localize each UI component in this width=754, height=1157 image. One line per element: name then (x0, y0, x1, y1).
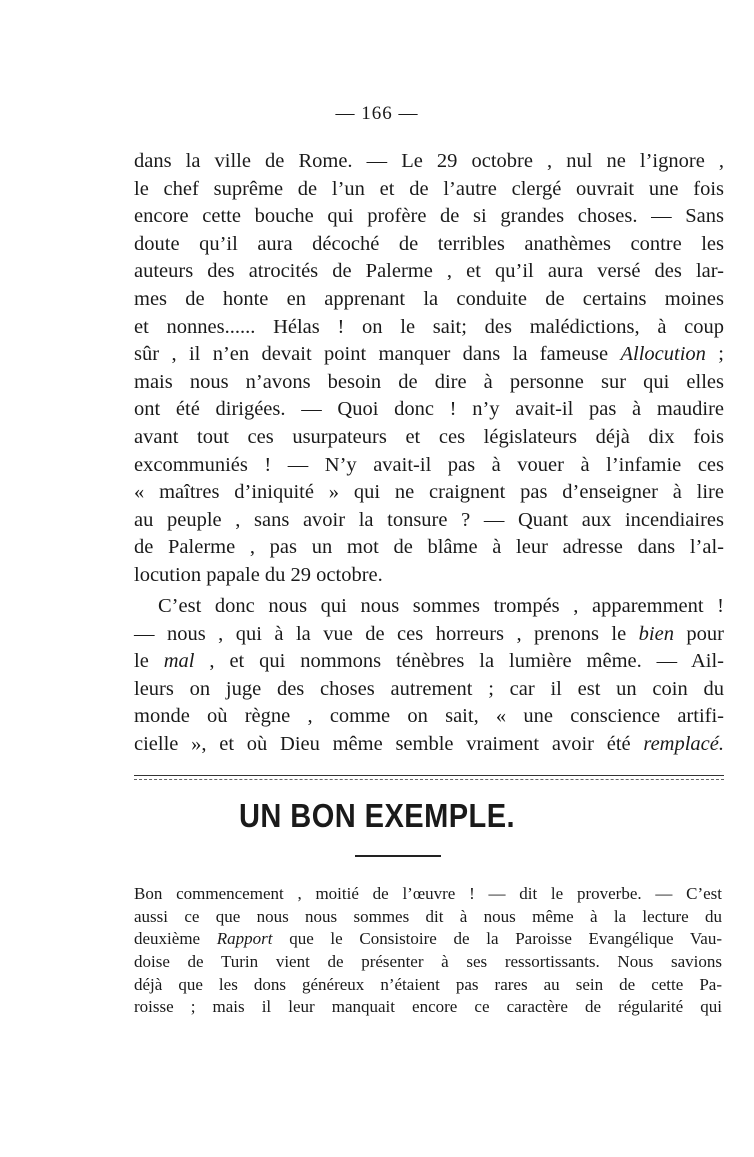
text-line: doise de Turin vient de présenter à ses ressortissants. Nous savions (134, 952, 722, 972)
text-line: aussi ce que nous nous sommes dit à nous même à la lecture du (134, 906, 722, 926)
text-line: encore cette bouche qui profère de si grandes choses. — Sans (134, 205, 724, 228)
second-paragraph (134, 593, 724, 759)
text-fragment: — nous , qui à la vue de ces horreurs , prenons le (134, 622, 639, 645)
text-fragment: ; (705, 343, 724, 366)
mal-italic: mal (163, 650, 195, 673)
text-line: monde où règne , comme on sait, « une conscience artifi- (134, 705, 724, 728)
heading-underline (355, 855, 441, 857)
text-line (134, 928, 722, 951)
section-heading: UN BON EXEMPLE. (238, 797, 516, 834)
page-number: — 166 — (335, 103, 419, 124)
section-divider-dashed (134, 779, 724, 780)
bien-italic: bien (638, 622, 674, 645)
allocution-italic: Allocution (620, 343, 706, 366)
section-divider (134, 775, 724, 776)
text-fragment: cielle », et où Dieu même semble vraiment avoir été (134, 732, 644, 755)
text-line: et nonnes...... Hélas ! on le sait; des malédictions, à coup (134, 315, 724, 338)
text-line: roisse ; mais il leur manquait encore ce caractère de régularité qui (134, 997, 722, 1017)
text-fragment: le (134, 650, 164, 673)
text-line: mais nous n’avons besoin de dire à personne sur qui elles (134, 370, 724, 393)
text-line: de Palerme , pas un mot de blâme à leur adresse dans l’al- (134, 536, 724, 559)
text-line: « maîtres d’iniquité » qui ne craignent pas d’enseigner à lire (134, 481, 724, 504)
remplace-italic: remplacé. (643, 732, 724, 755)
text-line (134, 648, 724, 676)
text-fragment: pour (673, 622, 725, 645)
text-line: avant tout ces usurpateurs et ces législateurs déjà dix fois (134, 425, 724, 448)
text-fragment: sûr , il n’en devait point manquer dans la fameuse (134, 343, 621, 366)
text-line (134, 621, 724, 649)
rapport-italic: Rapport (216, 929, 273, 949)
text-line: C’est donc nous qui nous sommes trompés , apparemment ! (158, 595, 724, 617)
text-fragment: , et qui nommons ténèbres la lumière même. — Ail- (194, 650, 724, 673)
text-line: Bon commencement , moitié de l’œuvre ! — dit le proverbe. — C’est (134, 884, 722, 903)
text-fragment: deuxième (134, 929, 217, 949)
text-line: au peuple , sans avoir la tonsure ? — Quant aux incendiaires (134, 508, 724, 531)
text-line: doute qu’il aura décoché de terribles anathèmes contre les (134, 232, 724, 255)
article-paragraph (134, 883, 722, 1019)
text-line: le chef suprême de l’un et de l’autre clergé ouvrait une fois (134, 177, 724, 200)
text-line: déjà que les dons généreux n’étaient pas rares au sein de cette Pa- (134, 974, 722, 994)
text-line: auteurs des atrocités de Palerme , et qu’il aura versé des lar- (134, 260, 724, 283)
text-line: ont été dirigées. — Quoi donc ! n’y avait-il pas à maudire (134, 398, 724, 421)
text-fragment: que le Consistoire de la Paroisse Evangélique Vau- (272, 929, 722, 949)
main-paragraph (134, 148, 724, 590)
text-line (134, 731, 724, 759)
text-line: excommuniés ! — N’y avait-il pas à vouer à l’infamie ces (134, 453, 724, 476)
text-line: leurs on juge des choses autrement ; car il est un coin du (134, 677, 724, 700)
text-line: mes de honte en apprenant la conduite de certains moines (134, 287, 724, 310)
text-line (134, 341, 724, 369)
text-line: locution papale du 29 octobre. (134, 563, 383, 586)
text-line: dans la ville de Rome. — Le 29 octobre , nul ne l’ignore , (134, 150, 724, 172)
